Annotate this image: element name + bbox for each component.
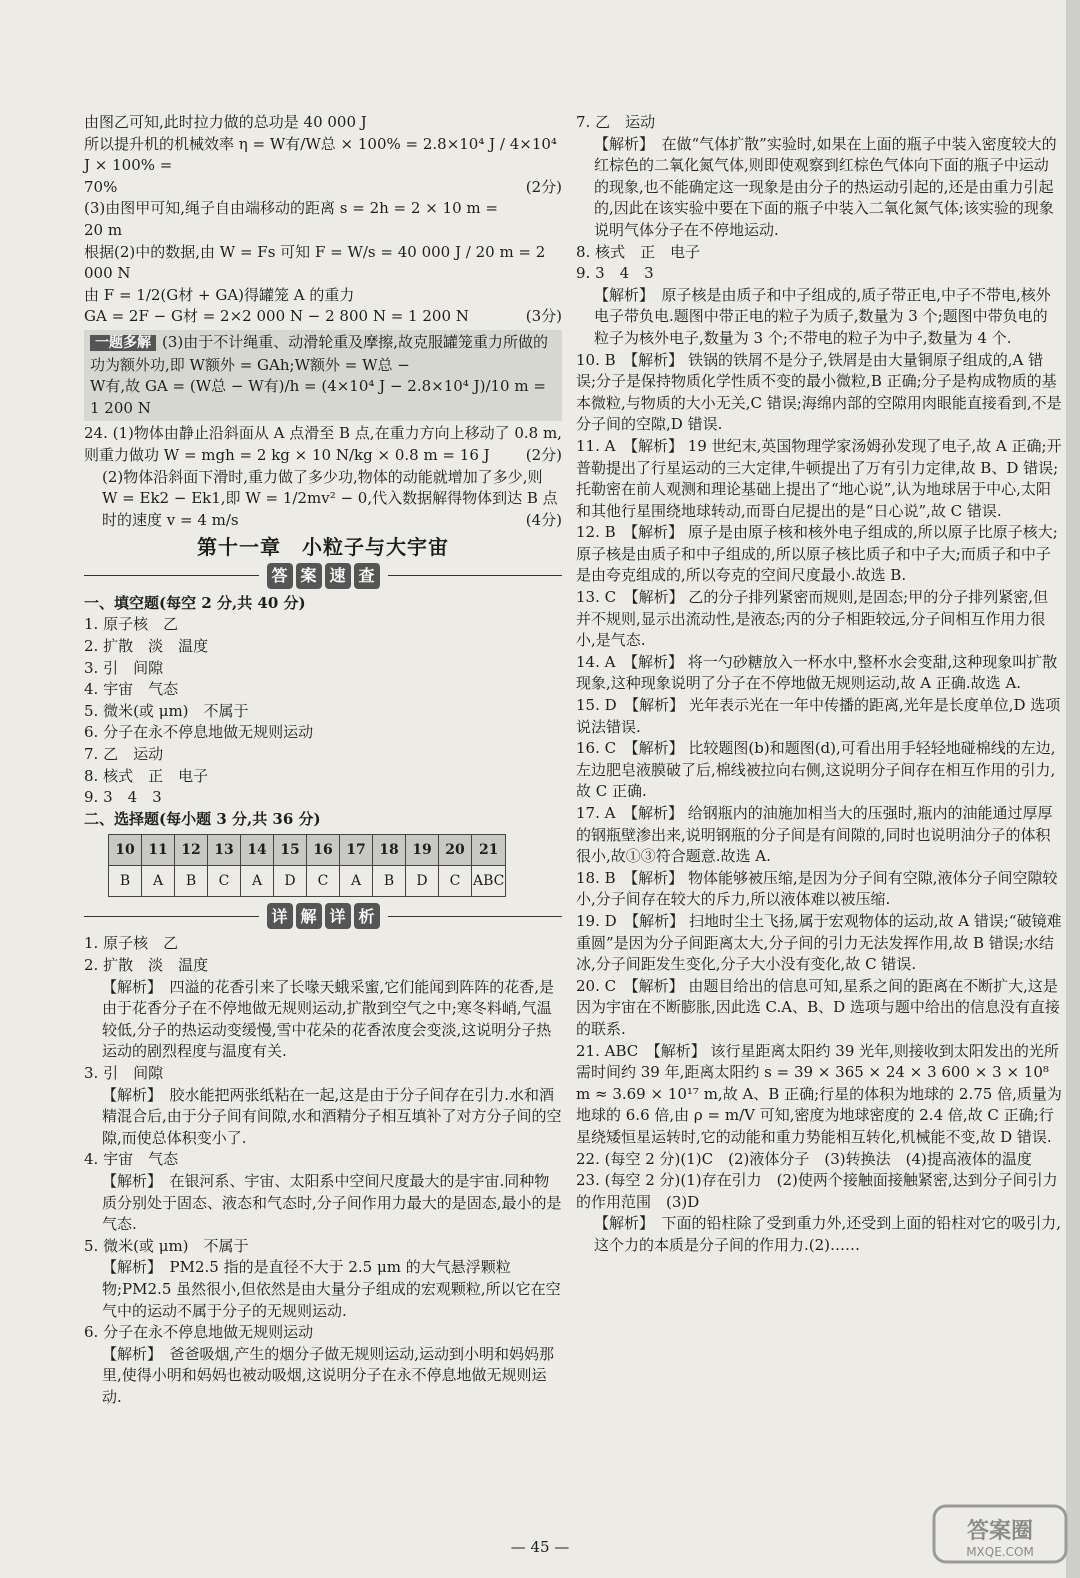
text-line: 所以提升机的机械效率 η = W有/W总 × 100% = 2.8×10⁴ J / 4×10⁴ J × 100% = bbox=[84, 134, 557, 175]
q24-part1: 24. (1)物体由静止沿斜面从 A 点滑至 B 点,在重力方向上移动了 0.8 m,则重力做功 W = mgh = 2 kg × 10 N/kg × 0.8 m = 16 J (2分) bbox=[84, 424, 562, 464]
q24-part2: (2)物体沿斜面下滑时,重力做了多少功,物体的动能就增加了多少,则 W = Ek2 − Ek1,即 W = 1/2mv² − 0,代入数据解得物体到达 B 点时的速度 v = 4 m/s (4分) bbox=[102, 467, 562, 529]
tip-line: W有,故 GA = (W总 − W有)/h = (4×10⁴ J − 2.8×10⁴ J)/10 m = 1 200 N bbox=[90, 377, 546, 417]
alt-solution-label: 一题多解 bbox=[90, 335, 156, 351]
text-line: 70% (2分) bbox=[84, 177, 562, 199]
alt-solution-box bbox=[84, 330, 562, 421]
score: (3分) bbox=[525, 307, 562, 326]
detail-head: 1. 原子核 乙 bbox=[84, 934, 179, 953]
svg-text:答案圈: 答案圈 bbox=[966, 1519, 1034, 1544]
fill-answer: 1. 原子核 乙 bbox=[84, 615, 179, 634]
text-line: 根据(2)中的数据,由 W = Fs 可知 F = W/s = 40 000 J / 20 m = 2 000 N bbox=[84, 242, 546, 283]
detail-body: 【解析】 四溢的花香引来了长喙天蛾采蜜,它们能闻到阵阵的花香,是由于花香分子在不停地做无规则运动,扩散到空气之中;寒冬料峭,气温较低,分子的热运动变缓慢,雪中花朵的花香浓度会变淡,这说明分子热运动的剧烈程度与温度有关. bbox=[102, 977, 555, 1061]
text-line: (3)由图甲可知,绳子自由端移动的距离 s = 2h = 2 × 10 m = bbox=[84, 199, 498, 218]
text-line: 由 F = 1/2(G材 + GA)得罐笼 A 的重力 bbox=[84, 285, 355, 304]
item-head: 8. 核式 正 电子 bbox=[576, 242, 701, 261]
detail-body: 【解析】 胶水能把两张纸粘在一起,这是由于分子间存在引力.水和酒精混合后,由于分子间有间隙,水和酒精分子相互填补了对方分子间的空隙,而使总体积变小了. bbox=[102, 1085, 562, 1147]
item-body: 【解析】 下面的铅柱除了受到重力外,还受到上面的铅柱对它的吸引力,这个力的本质是分子间的作用力.(2)…… bbox=[594, 1214, 1062, 1254]
item-head: 7. 乙 运动 bbox=[576, 113, 656, 131]
item-head: 23. (每空 2 分)(1)存在引力 (2)使两个接触面接触紧密,达到分子间引力的作用范围 (3)D bbox=[576, 1171, 1058, 1211]
fill-answer: 9. 3 4 3 bbox=[84, 788, 162, 807]
item: 19. D 【解析】 扫地时尘土飞扬,属于宏观物体的运动,故 A 错误;“破镜难重圆”是因为分子间距离太大,分子间的引力无法发挥作用,故 B 错误;水结冰,分子间距发生变化,分子大小没有变化,故 C 错误. bbox=[576, 911, 1062, 974]
item: 10. B 【解析】 铁锅的铁屑不是分子,铁屑是由大量铜原子组成的,A 错误;分子是保持物质化学性质不变的最小微粒,B 正确;分子是构成物质的基本微粒,与物质的大小无关,C 错误;海绵内部的空隙用肉眼能直接看到,不是分子间的空隙,D 错误. bbox=[576, 350, 1062, 434]
text-line: GA = 2F − G材 = 2×2 000 N − 2 800 N = 1 200 N (3分) bbox=[84, 306, 562, 328]
fill-answer: 5. 微米(或 μm) 不属于 bbox=[84, 701, 249, 720]
item-body: 【解析】 在做“气体扩散”实验时,如果在上面的瓶子中装入密度较大的红棕色的二氧化氮气体,则即使观察到红棕色气体向下面的瓶子中运动的现象,也不能确定这一现象是由分子的热运动引起的,还是由重力引起的,因此在该实验中要在下面的瓶子中装入二氧化氮气体;该实验的现象说明气体分子在不停地运动. bbox=[594, 134, 1057, 239]
detail-head: 4. 宇宙 气态 bbox=[84, 1150, 179, 1169]
item: 21. ABC 【解析】 该行星距离太阳约 39 光年,则接收到太阳发出的光所需时间约 39 年,距离太阳约 s = 39 × 365 × 24 × 3 600 × 3 × 10⁸ m ≈ 3.69 × 10¹⁷ m,故 A、B 正确;行星的体积为地球的 2.75 倍,质量为地球的 6.6 倍,由 ρ = m/V 可知,密度为地球密度的 2.4 倍,故 C 正确;行星绕矮恒星运转时,它的动能和重力势能相互转化,机械能不变,故 D 错误. bbox=[576, 1041, 1062, 1146]
detailed-explanation-banner: 详 解 详 析 bbox=[84, 903, 562, 929]
item: 11. A 【解析】 19 世纪末,英国物理学家汤姆孙发现了电子,故 A 正确;开普勒提出了行星运动的三大定律,牛顿提出了万有引力定律,故 B、D 错误;托勒密在前人观测和理论基础上提出了“地心说”,认为地球居于中心,太阳和其他行星围绕地球转动,而哥白尼提出的是“日心说”,故 C 错误. bbox=[576, 436, 1062, 520]
item: 14. A 【解析】 将一勺砂糖放入一杯水中,整杯水会变甜,这种现象叫扩散现象,这种现象说明了分子在不停地做无规则运动,故 A 正确.故选 A. bbox=[576, 652, 1058, 693]
detail-head: 3. 引 间隙 bbox=[84, 1063, 164, 1082]
svg-text:MXQE.COM: MXQE.COM bbox=[966, 1545, 1034, 1559]
item: 18. B 【解析】 物体能够被压缩,是因为分子间有空隙,液体分子间空隙较小,分子间存在较大的斥力,所以液体难以被压缩. bbox=[576, 868, 1058, 909]
score: (2分) bbox=[525, 177, 562, 196]
fill-answer: 7. 乙 运动 bbox=[84, 745, 164, 764]
detail-body: 【解析】 PM2.5 指的是直径不大于 2.5 μm 的大气悬浮颗粒物;PM2.5 虽然很小,但依然是由大量分子组成的宏观颗粒,所以它在空气中的运动不属于分子的无规则运动. bbox=[102, 1258, 561, 1320]
page-edge bbox=[1066, 0, 1080, 1578]
fill-answer: 6. 分子在永不停息地做无规则运动 bbox=[84, 723, 314, 742]
choice-answer-table: 10 11 12 13 14 15 16 17 18 19 20 21 B A B C A D C A B D C ABC bbox=[108, 834, 506, 897]
watermark-logo bbox=[930, 1500, 1070, 1566]
item-head: 22. (每空 2 分)(1)C (2)液体分子 (3)转换法 (4)提高液体的温度 bbox=[576, 1149, 1032, 1168]
detail-body: 【解析】 在银河系、宇宙、太阳系中空间尺度最大的是宇宙.同种物质分别处于固态、液态和气态时,分子间作用力最大的是固态,最小的是气态. bbox=[102, 1171, 562, 1234]
text-line: 由图乙可知,此时拉力做的总功是 40 000 J bbox=[84, 113, 367, 131]
item: 16. C 【解析】 比较题图(b)和题图(d),可看出用手轻轻地碰棉线的左边,左边肥皂液膜破了后,棉线被拉向右侧,这说明分子间存在相互作用的引力,故 C 正确. bbox=[576, 739, 1056, 801]
item: 17. A 【解析】 给钢瓶内的油施加相当大的压强时,瓶内的油能通过厚厚的钢瓶壁渗出来,说明钢瓶的分子间是有间隙的,同时也说明油分子的体积很小,故①③符合题意.故选 A. bbox=[576, 804, 1053, 866]
item: 12. B 【解析】 原子是由原子核和核外电子组成的,所以原子比原子核大;原子核是由质子和中子组成的,所以原子核比质子和中子大;而质子和中子是由夸克组成的,所以夸克的空间尺度最小.故选 B. bbox=[576, 523, 1058, 585]
tip-line: (3)由于不计绳重、动滑轮重及摩擦,故克服罐笼重力所做的功为额外功,即 W额外 = GAh;W额外 = W总 − bbox=[90, 332, 549, 374]
section-title: 二、选择题(每小题 3 分,共 36 分) bbox=[84, 809, 321, 828]
fill-answer: 4. 宇宙 气态 bbox=[84, 680, 179, 699]
page-number: — 45 — bbox=[510, 1538, 570, 1556]
fill-answer: 8. 核式 正 电子 bbox=[84, 766, 209, 785]
text-line: 20 m bbox=[84, 220, 123, 239]
detail-head: 5. 微米(或 μm) 不属于 bbox=[84, 1236, 249, 1255]
answer-quick-check-banner: 答 案 速 查 bbox=[84, 563, 562, 589]
detail-body: 【解析】 爸爸吸烟,产生的烟分子做无规则运动,运动到小明和妈妈那里,使得小明和妈妈也被动吸烟,这说明分子在永不停息地做无规则运动. bbox=[102, 1344, 555, 1406]
left-column bbox=[84, 112, 562, 1408]
section-title: 一、填空题(每空 2 分,共 40 分) bbox=[84, 593, 306, 612]
detail-head: 2. 扩散 淡 温度 bbox=[84, 956, 209, 974]
chapter-title: 第十一章 小粒子与大宇宙 bbox=[197, 535, 449, 560]
item-head: 9. 3 4 3 bbox=[576, 264, 654, 283]
detail-head: 6. 分子在永不停息地做无规则运动 bbox=[84, 1323, 314, 1342]
right-column bbox=[576, 112, 1062, 1256]
fill-answer: 2. 扩散 淡 温度 bbox=[84, 637, 209, 656]
item: 20. C 【解析】 由题目给出的信息可知,星系之间的距离在不断扩大,这是因为宇宙在不断膨胀,因此选 C.A、B、D 选项与题中给出的信息没有直接的联系. bbox=[576, 976, 1060, 1038]
fill-answer: 3. 引 间隙 bbox=[84, 658, 164, 677]
item-body: 【解析】 原子核是由质子和中子组成的,质子带正电,中子不带电,核外电子带负电.题图中带正电的粒子为质子,数量为 3 个;题图中带负电的粒子为核外电子,数量为 3 个;不带电的粒子为中子,数量为 4 个. bbox=[594, 285, 1051, 347]
item: 13. C 【解析】 乙的分子排列紧密而规则,是固态;甲的分子排列紧密,但并不规则,显示出流动性,是液态;丙的分子相距较远,分子间相互作用力很小,是气态. bbox=[576, 588, 1048, 650]
item: 15. D 【解析】 光年表示光在一年中传播的距离,光年是长度单位,D 选项说法错误. bbox=[576, 696, 1061, 736]
